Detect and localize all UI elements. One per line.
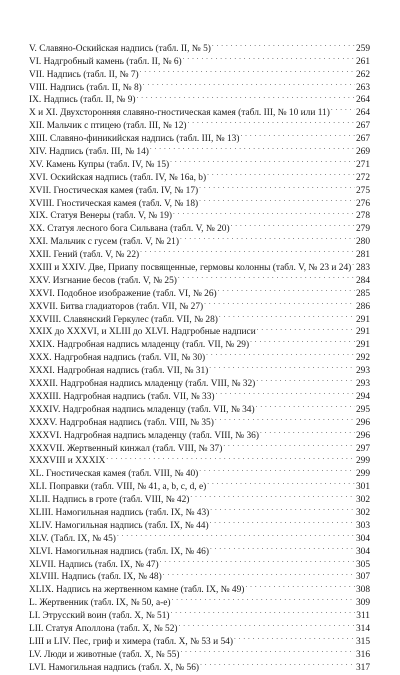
toc-entry-title: XXII. Гений (табл. V, № 22) bbox=[29, 250, 140, 261]
toc-leader-dots bbox=[188, 115, 355, 128]
toc-entry-title: XLIV. Намогильная надпись (табл. IX, № 44) bbox=[29, 520, 209, 531]
toc-leader-dots bbox=[210, 541, 355, 554]
toc-entry-title: L. Жертвенник (табл. IX, № 50, a-e) bbox=[29, 598, 171, 609]
toc-entry-title: V. Славяно-Оскийская надпись (табл. II, № 5) bbox=[29, 43, 211, 54]
toc-leader-dots bbox=[331, 102, 355, 115]
toc-entry-title: VII. Надпись (табл. II, № 7) bbox=[29, 69, 139, 80]
toc-entry-title: XXV. Изгнание бесов (табл. V, № 25) bbox=[29, 275, 177, 286]
toc-entry-page-number: 315 bbox=[355, 636, 370, 647]
toc-entry-page-number: 263 bbox=[355, 82, 370, 93]
toc-leader-dots bbox=[190, 489, 355, 502]
toc-entry-page-number: 278 bbox=[355, 211, 370, 222]
toc-leader-dots bbox=[170, 154, 355, 167]
toc-entry-title: VI. Надгробный камень (табл. II, № 6) bbox=[29, 56, 182, 67]
toc-leader-dots bbox=[207, 476, 355, 489]
toc-leader-dots bbox=[117, 528, 355, 541]
toc-entry-page-number: 291 bbox=[355, 314, 370, 325]
toc-entry-title: XXIX. Надгробная надпись младенцу (табл. VII, № 29) bbox=[29, 340, 250, 351]
toc-leader-dots bbox=[219, 309, 355, 322]
toc-entry-page-number: 314 bbox=[355, 623, 370, 634]
toc-entry-page-number: 317 bbox=[355, 662, 370, 673]
toc-entry-page-number: 267 bbox=[355, 134, 370, 145]
toc-leader-dots bbox=[180, 644, 354, 657]
toc-entry-title: XLII. Надпись в гроте (табл. VIII, № 42) bbox=[29, 495, 190, 506]
toc-entry-title: XXVIII. Славянский Геркулес (табл. VII, № 28) bbox=[29, 314, 218, 325]
toc-leader-dots bbox=[180, 231, 355, 244]
toc-entry-page-number: 280 bbox=[355, 237, 370, 248]
toc-leader-dots bbox=[207, 167, 355, 180]
toc-entry-page-number: 305 bbox=[355, 559, 370, 570]
toc-entry-page-number: 291 bbox=[355, 340, 370, 351]
toc-leader-dots bbox=[212, 38, 355, 51]
toc-leader-dots bbox=[183, 51, 355, 64]
toc-entry-title: VIII. Надпись (табл. II, № 8) bbox=[29, 82, 142, 93]
toc-entry-title: XV. Камень Купры (табл. IV, № 15) bbox=[29, 159, 170, 170]
toc-entry-title: XX. Статуя лесного бога Сильвана (табл. V, № 20) bbox=[29, 224, 230, 235]
toc-leader-dots bbox=[199, 180, 355, 193]
toc-entry-page-number: 299 bbox=[355, 456, 370, 467]
toc-entry-page-number: 304 bbox=[355, 533, 370, 544]
toc-entry-page-number: 299 bbox=[355, 469, 370, 480]
toc-entry-title: XIV. Надпись (табл. III, № 14) bbox=[29, 147, 149, 158]
toc-entry-title: XXX. Надгробная надпись (табл. VII, № 30) bbox=[29, 353, 206, 364]
toc-entry-title: XXXV. Надгробная надпись (табл. VIII, № 35) bbox=[29, 417, 214, 428]
toc-entry-page-number: 259 bbox=[355, 43, 370, 54]
toc-leader-dots bbox=[171, 605, 355, 618]
toc-entry-page-number: 264 bbox=[355, 95, 370, 106]
toc-entry-title: XXXIV. Надгробная надпись младенцу (табл. VII, № 34) bbox=[29, 404, 255, 415]
toc-entry-title: XXXVIII и XXXIX bbox=[29, 456, 106, 467]
table-of-contents bbox=[29, 38, 370, 673]
toc-leader-dots bbox=[240, 128, 354, 141]
toc-entry-title: XXXVII. Жертвенный кинжал (табл. VIII, № 37) bbox=[29, 443, 223, 454]
toc-entry-title: LV. Люди и животные (табл. X, № 55) bbox=[29, 649, 180, 660]
toc-entry-title: XIX. Статуя Венеры (табл. V, № 19) bbox=[29, 211, 173, 222]
toc-leader-dots bbox=[218, 283, 355, 296]
toc-entry-page-number: 294 bbox=[355, 391, 370, 402]
toc-leader-dots bbox=[352, 257, 355, 270]
toc-entry-title: XLV. (Табл. IX, № 45) bbox=[29, 533, 116, 544]
toc-entry-title: XVI. Оскийская надпись (табл. IV, № 16а, b) bbox=[29, 172, 207, 183]
toc-leader-dots bbox=[257, 322, 355, 335]
toc-entry-page-number: 296 bbox=[355, 417, 370, 428]
toc-entry-title: XXXIII. Надгробная надпись (табл. VII, № 33) bbox=[29, 391, 215, 402]
toc-leader-dots bbox=[260, 425, 355, 438]
toc-entry-title: LVI. Намогильная надпись (табл. X, № 56) bbox=[29, 662, 200, 673]
toc-entry-page-number: 271 bbox=[355, 159, 370, 170]
toc-leader-dots bbox=[250, 334, 355, 347]
toc-entry-title: XXVII. Битва гладиаторов (табл. VII, № 27) bbox=[29, 301, 204, 312]
toc-entry-page-number: 292 bbox=[355, 353, 370, 364]
toc-entry-page-number: 279 bbox=[355, 224, 370, 235]
toc-entry-page-number: 275 bbox=[355, 185, 370, 196]
toc-leader-dots bbox=[199, 193, 355, 206]
toc-entry-title: XXXI. Надгробная надпись (табл. VII, № 31) bbox=[29, 366, 209, 377]
toc-entry-title: XLIII. Намогильная надпись (табл. IX, № 43) bbox=[29, 507, 210, 518]
toc-entry-page-number: 302 bbox=[355, 507, 370, 518]
toc-entry-page-number: 308 bbox=[355, 585, 370, 596]
toc-leader-dots bbox=[140, 244, 355, 257]
toc-entry-page-number: 286 bbox=[355, 301, 370, 312]
toc-entry-page-number: 296 bbox=[355, 430, 370, 441]
toc-leader-dots bbox=[160, 554, 355, 567]
toc-leader-dots bbox=[137, 90, 355, 103]
toc-entry-title: LII. Статуя Аполлона (табл. X, № 52) bbox=[29, 623, 178, 634]
toc-leader-dots bbox=[245, 579, 355, 592]
toc-leader-dots bbox=[163, 567, 355, 580]
toc-entry-page-number: 283 bbox=[355, 263, 370, 274]
toc-entry-page-number: 301 bbox=[355, 482, 370, 493]
toc-entry-title: XLVI. Намогильная надпись (табл. IX, № 46) bbox=[29, 546, 209, 557]
toc-leader-dots bbox=[216, 386, 355, 399]
toc-leader-dots bbox=[234, 631, 355, 644]
toc-entry-page-number: 311 bbox=[356, 611, 370, 622]
toc-entry-page-number: 316 bbox=[355, 649, 370, 660]
toc-entry-page-number: 272 bbox=[355, 172, 370, 183]
toc-leader-dots bbox=[150, 141, 355, 154]
toc-entry-page-number: 284 bbox=[355, 275, 370, 286]
toc-entry-title: XLI. Поправки (табл. VIII, № 41, a, b, c, d, e) bbox=[29, 482, 207, 493]
toc-leader-dots bbox=[215, 412, 355, 425]
toc-entry-page-number: 307 bbox=[355, 572, 370, 583]
toc-leader-dots bbox=[178, 270, 355, 283]
toc-entry-page-number: 264 bbox=[355, 108, 370, 119]
toc-entry-title: XVII. Гностическая камея (табл. IV, № 17) bbox=[29, 185, 199, 196]
toc-entry-page-number: 276 bbox=[355, 198, 370, 209]
toc-leader-dots bbox=[199, 463, 355, 476]
toc-entry-page-number: 295 bbox=[355, 404, 370, 415]
toc-leader-dots bbox=[256, 399, 355, 412]
toc-leader-dots bbox=[256, 373, 355, 386]
toc-entry-page-number: 309 bbox=[355, 598, 370, 609]
toc-entry-title: XLVIII. Надпись (табл. IX, № 48) bbox=[29, 572, 162, 583]
toc-leader-dots bbox=[172, 592, 355, 605]
toc-leader-dots bbox=[210, 515, 355, 528]
toc-entry-page-number: 261 bbox=[355, 56, 370, 67]
toc-leader-dots bbox=[204, 296, 355, 309]
toc-leader-dots bbox=[179, 618, 355, 631]
toc-entry-page-number: 302 bbox=[355, 495, 370, 506]
toc-entry-title: LI. Этрусский воин (табл. X, № 51) bbox=[29, 611, 170, 622]
toc-entry-title: XLIX. Надпись на жертвенном камне (табл. IX, № 49) bbox=[29, 585, 245, 596]
toc-entry-title: XXI. Мальчик с гусем (табл. V, № 21) bbox=[29, 237, 179, 248]
toc-entry-title: IX. Надпись (табл. II, № 9) bbox=[29, 95, 136, 106]
toc-entry-title: LIII и LIV. Пес, гриф и химера (табл. X, № 53 и 54) bbox=[29, 636, 233, 647]
toc-leader-dots bbox=[231, 218, 355, 231]
toc-entry-page-number: 293 bbox=[355, 366, 370, 377]
toc-entry-title: XVIII. Гностическая камея (табл. V, № 18) bbox=[29, 198, 199, 209]
toc-entry-page-number: 291 bbox=[355, 327, 370, 338]
toc-leader-dots bbox=[106, 451, 355, 464]
toc-entry-page-number: 285 bbox=[355, 288, 370, 299]
toc-entry bbox=[29, 38, 370, 54]
toc-entry-title: XXXII. Надгробная надпись младенцу (табл. VIII, № 32) bbox=[29, 379, 256, 390]
toc-entry-title: XXIX до XXXVI, и XLIII до XLVI. Надгробные надписи bbox=[29, 327, 256, 338]
toc-entry-page-number: 281 bbox=[355, 250, 370, 261]
toc-leader-dots bbox=[143, 77, 355, 90]
toc-entry-page-number: 269 bbox=[355, 147, 370, 158]
toc-entry-title: XXVI. Подобное изображение (табл. VI, № 26) bbox=[29, 288, 217, 299]
toc-entry-page-number: 267 bbox=[355, 121, 370, 132]
toc-leader-dots bbox=[173, 206, 355, 219]
toc-entry-title: XXIII и XXIV. Две, Приапу посвященные, гермовы колонны (табл. V, № 23 и 24) bbox=[29, 263, 352, 274]
toc-leader-dots bbox=[223, 438, 355, 451]
toc-leader-dots bbox=[206, 347, 355, 360]
toc-entry-title: XLVII. Надпись (табл. IX, № 47) bbox=[29, 559, 159, 570]
toc-entry-page-number: 303 bbox=[355, 520, 370, 531]
toc-entry-title: XII. Мальчик с птицею (табл. III, № 12) bbox=[29, 121, 187, 132]
toc-entry-page-number: 304 bbox=[355, 546, 370, 557]
toc-entry-title: XIII. Славяно-финикийская надпись (табл. III, № 13) bbox=[29, 134, 240, 145]
toc-leader-dots bbox=[200, 657, 355, 670]
toc-entry-page-number: 262 bbox=[355, 69, 370, 80]
toc-entry-title: XL. Гностическая камея (табл. VIII, № 40) bbox=[29, 469, 199, 480]
toc-entry-page-number: 293 bbox=[355, 379, 370, 390]
toc-entry-title: XXXVI. Надгробная надпись младенцу (табл. VIII, № 36) bbox=[29, 430, 259, 441]
toc-entry-page-number: 297 bbox=[355, 443, 370, 454]
toc-leader-dots bbox=[140, 64, 355, 77]
toc-entry-title: X и XI. Двухсторонняя славяно-гностическая камея (табл. III, № 10 или 11) bbox=[29, 108, 330, 119]
toc-leader-dots bbox=[209, 360, 355, 373]
toc-leader-dots bbox=[210, 502, 355, 515]
